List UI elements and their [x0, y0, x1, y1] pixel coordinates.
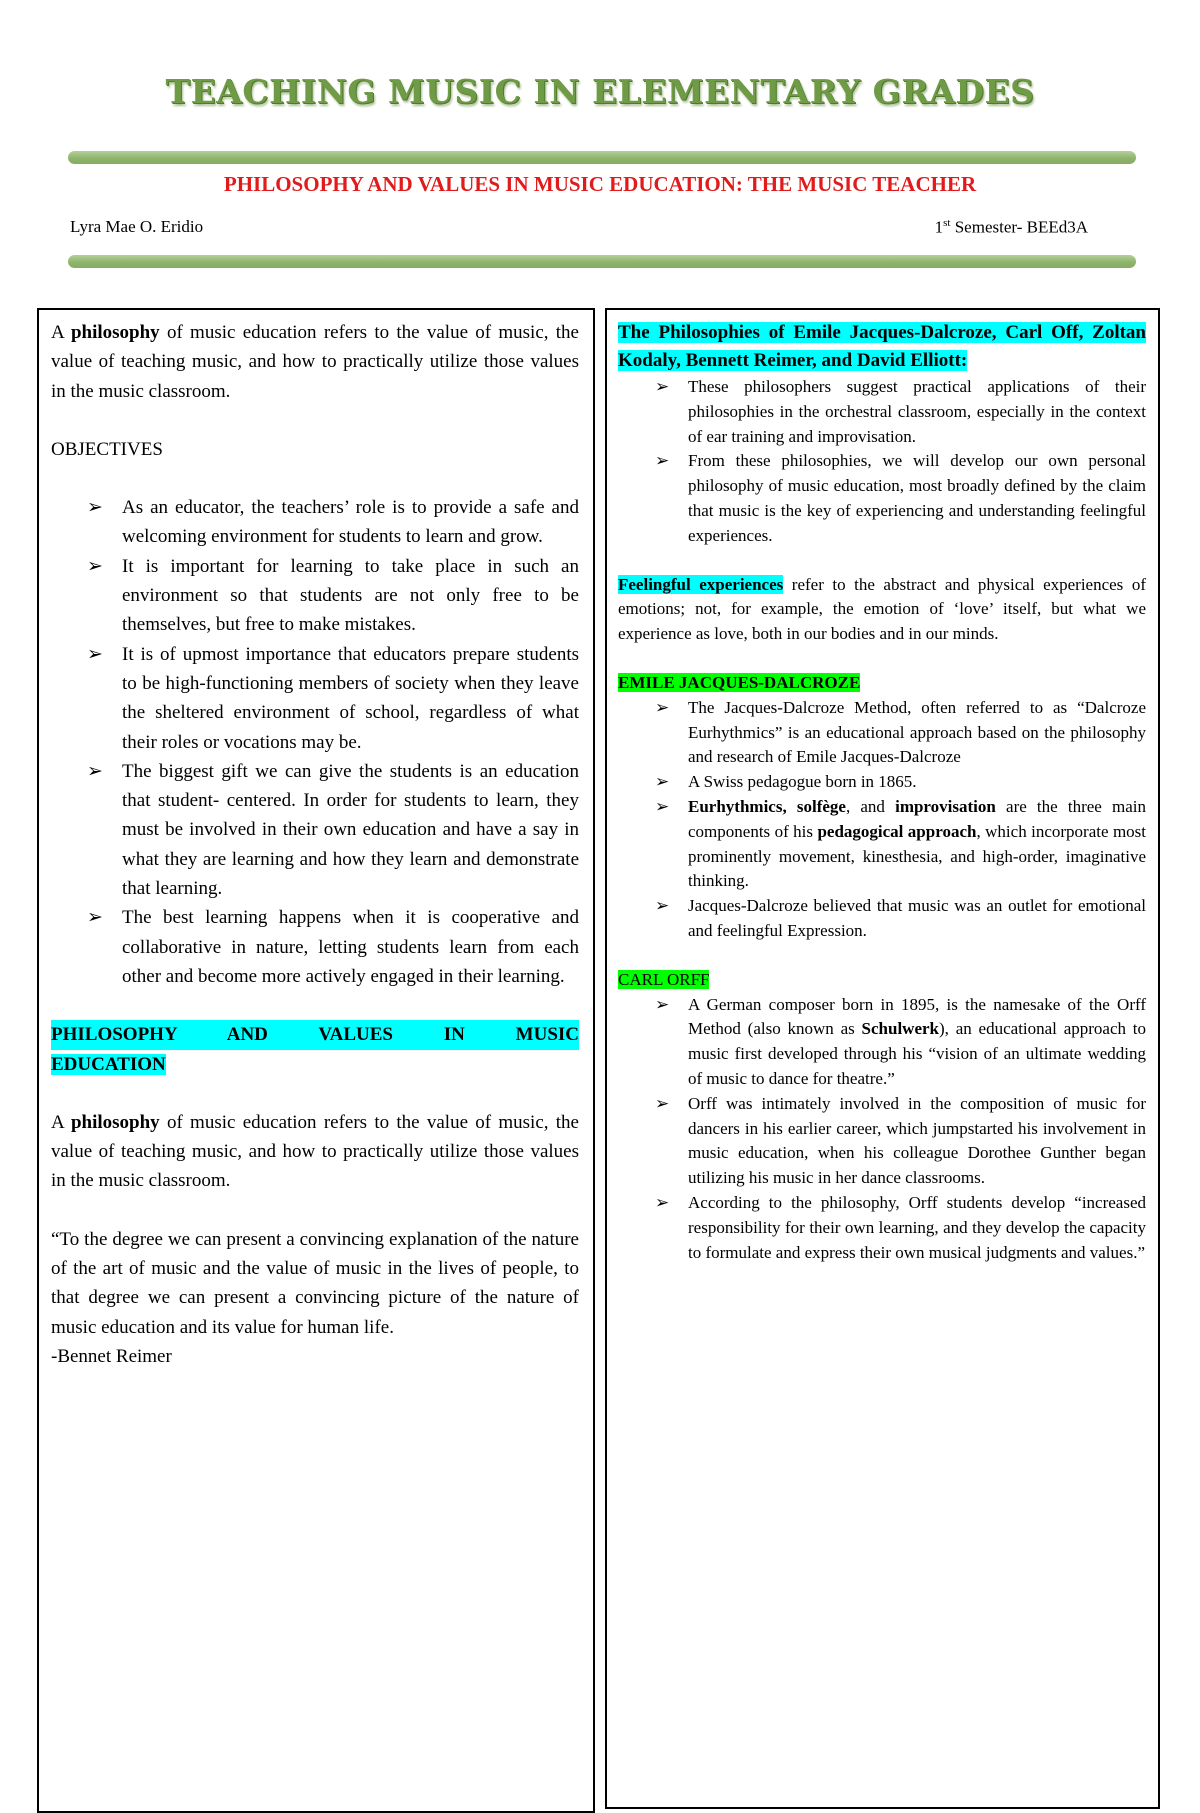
left-column	[51, 318, 579, 1371]
orff-list	[618, 993, 1146, 1266]
arrow-bullet-icon: ➢	[87, 760, 103, 782]
list-item: ➢ The Jacques-Dalcroze Method, often referred to as “Dalcroze Eurhythmics” is an educational approach based on the philosophy and research of Emile Jacques-Dalcroze	[655, 697, 1146, 767]
arrow-bullet-icon: ➢	[87, 643, 103, 665]
quote-author: -Bennet Reimer	[51, 1345, 172, 1367]
reimer-quote: “To the degree we can present a convincing explanation of the nature of the art of music and the value of music in the lives of people, to that degree we can present a convincing picture of the nature of music education and its value for human life.	[51, 1228, 579, 1338]
feelingful-paragraph: Feelingful experiences refer to the abstract and physical experiences of emotions; not, for example, the emotion of ‘love’ itself, but what we experience as love, both in our bodies and in our minds.	[618, 574, 1146, 644]
orff-heading: CARL ORFF	[618, 969, 710, 989]
list-item: ➢ Jacques-Dalcroze believed that music was an outlet for emotional and feelingful Expression.	[655, 896, 1146, 940]
list-item: ➢ As an educator, the teachers’ role is to provide a safe and welcoming environment for students to learn and grow.	[51, 493, 579, 552]
arrow-bullet-icon: ➢	[655, 994, 670, 1014]
arrow-bullet-icon: ➢	[655, 1093, 670, 1113]
semester-label: 1st Semester- BEEd3A	[934, 217, 1088, 237]
right-column	[618, 319, 1146, 1265]
list-item: ➢ It is of upmost importance that educators prepare students to be high-functioning members of society when they leave the sheltered environment of school, regardless of what their roles or vocations may be.	[51, 640, 579, 757]
objectives-heading: OBJECTIVES	[51, 438, 163, 460]
arrow-bullet-icon: ➢	[655, 1192, 670, 1212]
objectives-list	[51, 493, 579, 991]
list-item: ➢ It is important for learning to take place in such an environment so that students are not only free to be themselves, but free to make mistakes.	[51, 552, 579, 640]
arrow-bullet-icon: ➢	[655, 377, 670, 396]
list-item: ➢ The best learning happens when it is cooperative and collaborative in nature, letting students learn from each other and become more actively engaged in their learning.	[51, 903, 579, 991]
arrow-bullet-icon: ➢	[87, 497, 103, 519]
arrow-bullet-icon: ➢	[87, 907, 103, 929]
document-title: TEACHING MUSIC IN ELEMENTARY GRADES	[165, 72, 1035, 111]
list-item: ➢ From these philosophies, we will develop our own personal philosophy of music education, most broadly defined by the claim that music is the key of experiencing and understanding feelingful experiences.	[655, 451, 1146, 545]
arrow-bullet-icon: ➢	[655, 772, 670, 792]
arrow-bullet-icon: ➢	[655, 896, 670, 916]
arrow-bullet-icon: ➢	[655, 796, 670, 816]
arrow-bullet-icon: ➢	[87, 555, 103, 577]
list-item: ➢ The biggest gift we can give the students is an education that student- centered. In order for students to learn, they must be involved in their own education and have a say in what they are learning and how they learn and demonstrate that learning.	[51, 757, 579, 903]
top-divider-bar	[68, 151, 1136, 164]
dalcroze-heading: EMILE JACQUES-DALCROZE	[618, 672, 861, 692]
intro-paragraph: A philosophy of music education refers to the value of music, the value of teaching music, and how to practically utilize those values in the music classroom.	[51, 322, 579, 402]
philosophers-list	[618, 375, 1146, 549]
philosophers-heading: The Philosophies of Emile Jacques-Dalcroze, Carl Off, Zoltan Kodaly, Bennett Reimer, and David Elliott:	[618, 322, 1146, 371]
bottom-divider-bar	[68, 255, 1136, 268]
author-name: Lyra Mae O. Eridio	[70, 217, 204, 236]
document-subtitle: PHILOSOPHY AND VALUES IN MUSIC EDUCATION: THE MUSIC TEACHER	[223, 172, 977, 196]
list-item: ➢ According to the philosophy, Orff students develop “increased responsibility for their own learning, and they develop the capacity to formulate and express their own musical judgments and values.”	[655, 1192, 1146, 1262]
list-item: ➢ A Swiss pedagogue born in 1865.	[618, 770, 1146, 795]
definition-paragraph: A philosophy of music education refers to the value of music, the value of teaching music, and how to practically utilize those values in the music classroom.	[51, 1111, 579, 1192]
list-item: ➢ A German composer born in 1895, is the namesake of the Orff Method (also known as Schulwerk), an educational approach to music first developed through his “vision of an ultimate wedding of music to dance for theatre.”	[655, 994, 1147, 1088]
list-item: ➢ Eurhythmics, solfège, and improvisation are the three main components of his pedagogical approach, which incorporate most prominently movement, kinesthesia, and high-order, imaginative thinking.	[655, 796, 1147, 891]
list-item: ➢ These philosophers suggest practical applications of their philosophies in the orchestral classroom, especially in the context of ear training and improvisation.	[655, 377, 1146, 446]
dalcroze-list	[618, 696, 1146, 944]
section-heading: PHILOSOPHY AND VALUES IN MUSIC EDUCATION	[51, 1020, 579, 1079]
arrow-bullet-icon: ➢	[655, 451, 670, 471]
arrow-bullet-icon: ➢	[655, 697, 670, 717]
list-item: ➢ Orff was intimately involved in the composition of music for dancers in his earlier career, which jumpstarted his involvement in music education, when his colleague Dorothee Gunther began utilizing his music in her dance classrooms.	[655, 1093, 1146, 1188]
